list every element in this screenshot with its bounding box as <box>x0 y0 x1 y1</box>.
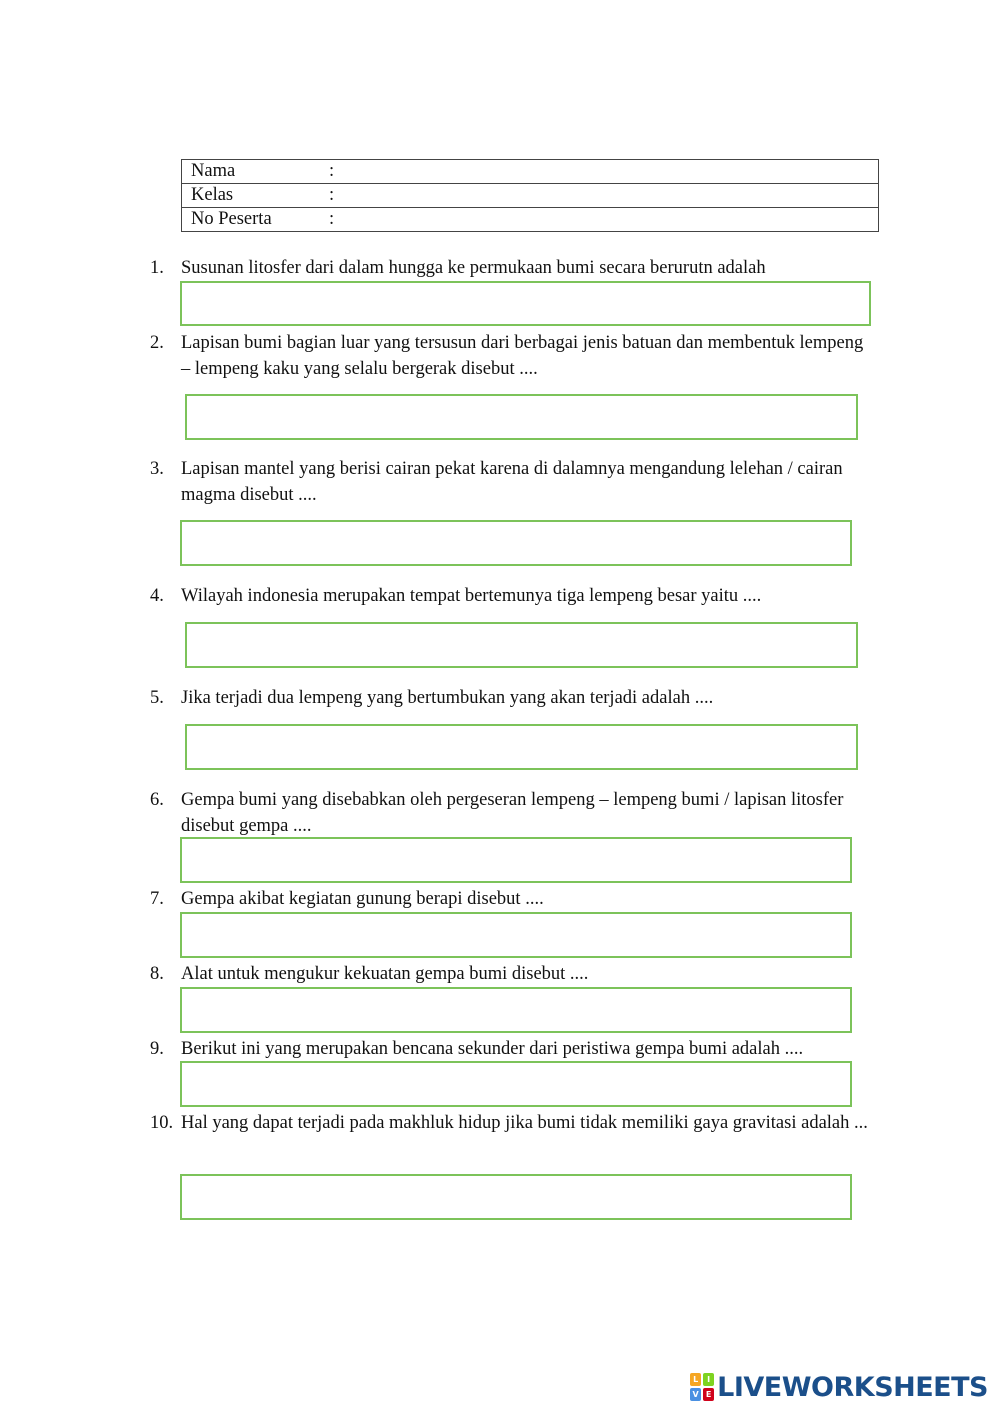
question-number: 8. <box>150 964 164 984</box>
answer-box-1[interactable] <box>180 281 871 326</box>
question-number: 10. <box>150 1113 174 1133</box>
answer-box-7[interactable] <box>180 912 852 958</box>
answer-box-4[interactable] <box>185 622 858 668</box>
participant-number-colon: : <box>329 209 335 229</box>
question-1 <box>150 256 870 282</box>
info-row-class <box>182 184 879 208</box>
question-text: Lapisan mantel yang berisi cairan pekat karena di dalamnya mengandung lelehan / cairan magma disebut .... <box>181 459 843 505</box>
info-row-name <box>182 160 879 184</box>
student-info-table <box>181 159 879 232</box>
question-2 <box>150 331 870 382</box>
question-number: 5. <box>150 688 164 708</box>
question-text: Gempa akibat kegiatan gunung berapi disebut .... <box>181 889 544 909</box>
class-label: Kelas <box>191 185 234 205</box>
question-text: Hal yang dapat terjadi pada makhluk hidup jika bumi tidak memiliki gaya gravitasi adalah ... <box>181 1113 868 1133</box>
live-icon-tile: L <box>690 1373 701 1386</box>
question-number: 7. <box>150 889 164 909</box>
answer-box-6[interactable] <box>180 837 852 883</box>
answer-box-3[interactable] <box>180 520 852 566</box>
live-icon <box>690 1373 714 1401</box>
name-label: Nama <box>191 161 236 181</box>
question-text: Gempa bumi yang disebabkan oleh pergeseran lempeng – lempeng bumi / lapisan litosfer disebut gempa .... <box>181 790 844 836</box>
live-icon-tile: E <box>703 1388 714 1401</box>
question-3 <box>150 457 870 508</box>
answer-box-2[interactable] <box>185 394 858 440</box>
question-9 <box>150 1037 880 1063</box>
question-text: Lapisan bumi bagian luar yang tersusun dari berbagai jenis batuan dan membentuk lempeng – lempeng kaku yang selalu bergerak disebut .... <box>181 333 864 379</box>
answer-box-5[interactable] <box>185 724 858 770</box>
answer-box-9[interactable] <box>180 1061 852 1107</box>
question-number: 3. <box>150 459 164 479</box>
question-7 <box>150 887 870 913</box>
name-colon: : <box>329 161 335 181</box>
question-4 <box>150 584 870 610</box>
question-number: 1. <box>150 258 164 278</box>
question-text: Wilayah indonesia merupakan tempat bertemunya tiga lempeng besar yaitu .... <box>181 586 762 606</box>
question-text: Berikut ini yang merupakan bencana sekunder dari peristiwa gempa bumi adalah .... <box>181 1039 804 1059</box>
question-text: Susunan litosfer dari dalam hungga ke permukaan bumi secara berurutn adalah <box>181 258 766 278</box>
question-6 <box>150 788 870 839</box>
question-number: 4. <box>150 586 164 606</box>
answer-box-10[interactable] <box>180 1174 852 1220</box>
question-text: Alat untuk mengukur kekuatan gempa bumi disebut .... <box>181 964 589 984</box>
live-icon-tile: I <box>703 1373 714 1386</box>
question-8 <box>150 962 870 988</box>
answer-box-8[interactable] <box>180 987 852 1033</box>
participant-number-label: No Peserta <box>191 209 272 229</box>
live-icon-tile: V <box>690 1388 701 1401</box>
question-10 <box>150 1111 870 1137</box>
brand-name: LIVEWORKSHEETS <box>717 1371 988 1403</box>
question-number: 9. <box>150 1039 164 1059</box>
question-number: 2. <box>150 333 164 353</box>
info-row-participant-number <box>182 208 879 232</box>
question-number: 6. <box>150 790 164 810</box>
question-5 <box>150 686 870 712</box>
class-colon: : <box>329 185 335 205</box>
liveworksheets-logo <box>690 1372 988 1402</box>
question-text: Jika terjadi dua lempeng yang bertumbukan yang akan terjadi adalah .... <box>181 688 714 708</box>
